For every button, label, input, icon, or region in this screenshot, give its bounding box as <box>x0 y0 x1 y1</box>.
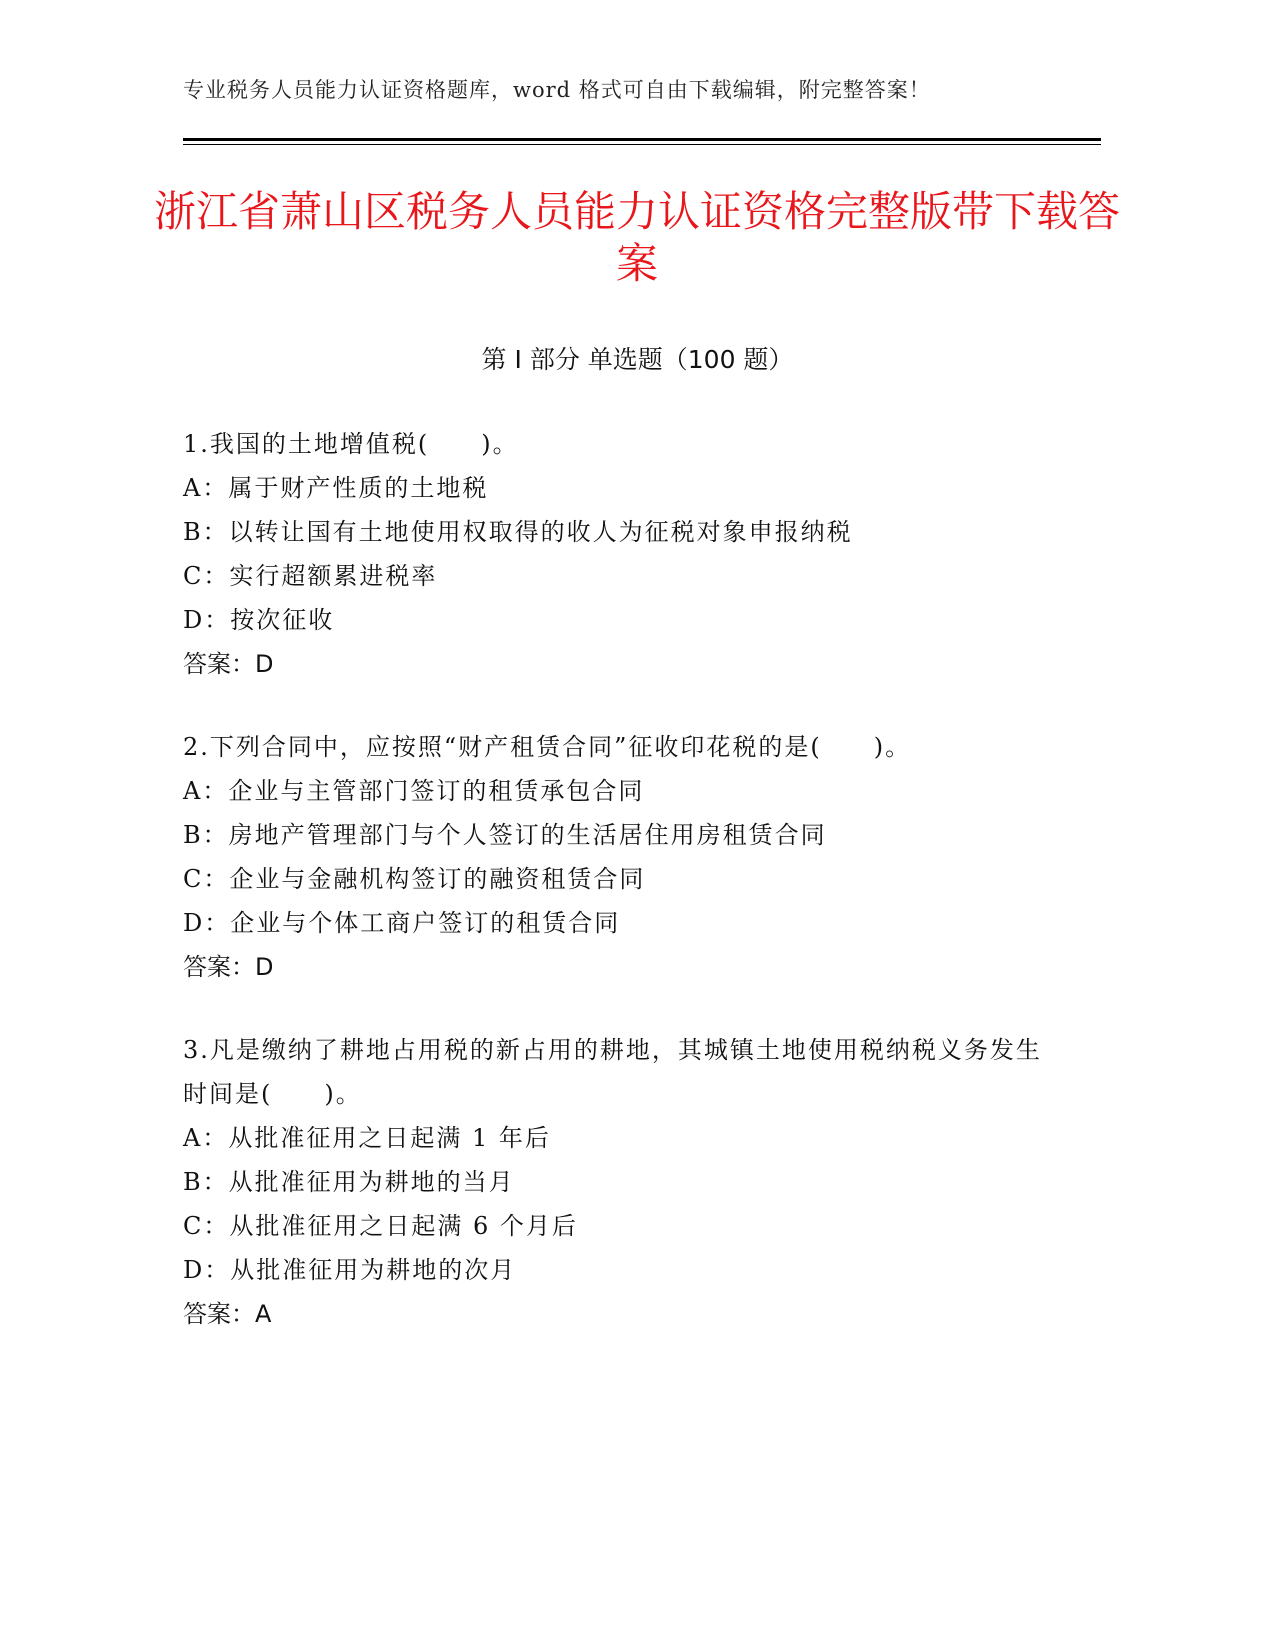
option-b: B：从批准征用为耕地的当月 <box>183 1168 515 1196</box>
document-title: 浙江省萧山区税务人员能力认证资格完整版带下载答案 <box>153 187 1120 288</box>
header-rule-thick <box>183 138 1101 141</box>
option-d: D：企业与个体工商户签订的租赁合同 <box>183 909 621 937</box>
question-stem: 3.凡是缴纳了耕地占用税的新占用的耕地，其城镇土地使用税纳税义务发生时间是( )。 <box>183 1036 1042 1108</box>
answer-line: 答案：D <box>183 650 274 678</box>
option-b: B：以转让国有土地使用权取得的收人为征税对象申报纳税 <box>183 518 853 546</box>
option-b: B：房地产管理部门与个人签订的生活居住用房租赁合同 <box>183 821 827 849</box>
option-c: C：实行超额累进税率 <box>183 562 438 590</box>
option-c: C：从批准征用之日起满 6 个月后 <box>183 1212 578 1240</box>
question-stem: 1.我国的土地增值税( )。 <box>183 430 519 458</box>
option-a: A：属于财产性质的土地税 <box>183 474 489 502</box>
option-a: A：企业与主管部门签订的租赁承包合同 <box>183 777 645 805</box>
answer-line: 答案：A <box>183 1300 272 1328</box>
option-c: C：企业与金融机构签订的融资租赁合同 <box>183 865 646 893</box>
question-item <box>183 1028 1063 1336</box>
answer-line: 答案：D <box>183 953 274 981</box>
option-d: D：按次征收 <box>183 606 335 634</box>
section-heading: 第 I 部分 单选题（100 题） <box>481 345 794 374</box>
header-rule-thin <box>183 144 1101 145</box>
option-d: D：从批准征用为耕地的次月 <box>183 1256 517 1284</box>
header-note: 专业税务人员能力认证资格题库，word 格式可自由下载编辑，附完整答案！ <box>183 78 931 102</box>
question-list <box>183 422 1063 1375</box>
question-item <box>183 725 1063 989</box>
question-item <box>183 422 1063 686</box>
option-a: A：从批准征用之日起满 1 年后 <box>183 1124 551 1152</box>
question-stem: 2.下列合同中，应按照“财产租赁合同”征收印花税的是( )。 <box>183 733 912 761</box>
